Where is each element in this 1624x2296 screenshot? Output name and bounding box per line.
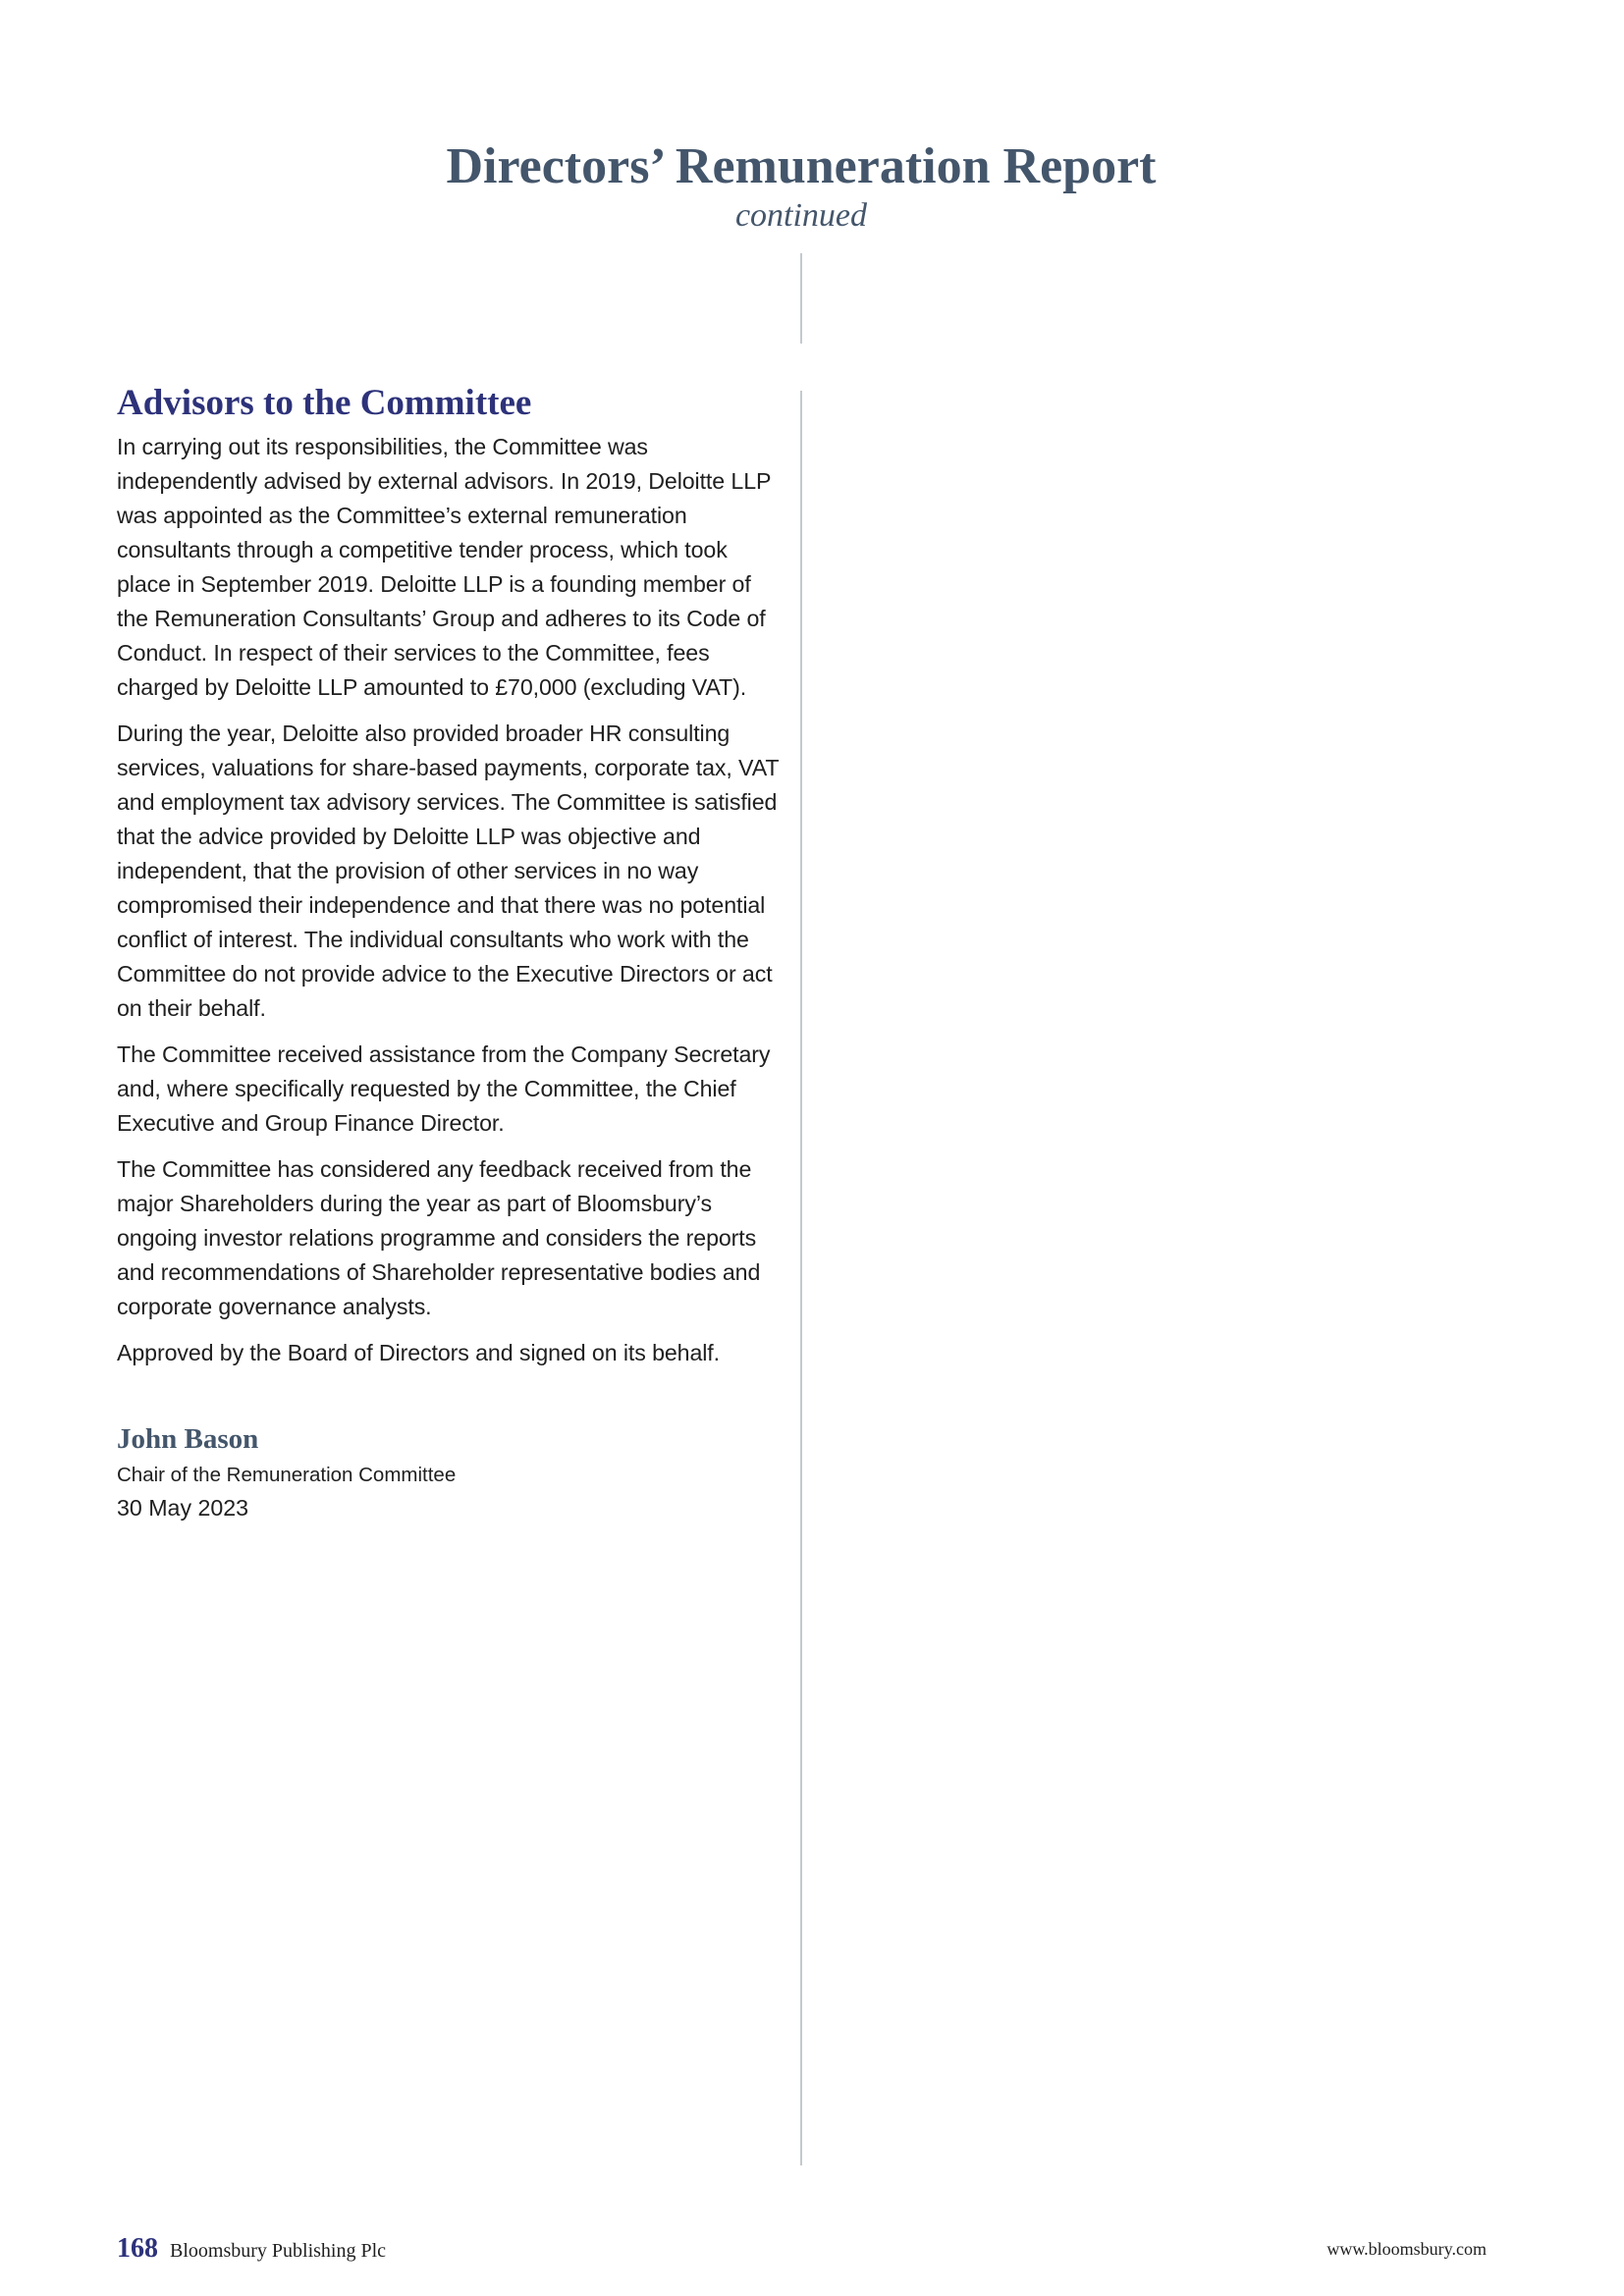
footer-left xyxy=(117,2232,386,2269)
page-title: Directors’ Remuneration Report xyxy=(446,138,1157,194)
paragraph: The Committee has considered any feedback received from the major Shareholders during the year as part of Bloomsbury’s ongoing investor relations programme and considers the reports and recommendations of Shareholder representative bodies and corporate governance analysts. xyxy=(117,1156,761,1319)
column-divider xyxy=(800,391,802,2165)
header-divider xyxy=(800,253,802,344)
signatory-name: John Bason xyxy=(117,1423,259,1455)
page-header xyxy=(0,137,1602,236)
signatory-role: Chair of the Remuneration Committee xyxy=(117,1464,457,1486)
footer-company: Bloomsbury Publishing Plc xyxy=(170,2240,387,2262)
paragraph: Approved by the Board of Directors and signed on its behalf. xyxy=(117,1340,720,1365)
section-heading: Advisors to the Committee xyxy=(117,383,532,423)
main-column xyxy=(117,379,785,1525)
signature-date: 30 May 2023 xyxy=(117,1495,249,1521)
paragraph: During the year, Deloitte also provided broader HR consulting services, valuations for share-based payments, corporate tax, VAT and employment tax advisory services. The Committee is satisfied that the advice provided by Deloitte LLP was objective and independent, that the provision of other services in no way compromised their independence and that there was no potential conflict of interest. The individual consultants who work with the Committee do not provide advice to the Executive Directors or act on their behalf. xyxy=(117,721,779,1021)
page-number: 168 xyxy=(117,2233,158,2264)
page-subtitle: continued xyxy=(734,197,868,234)
paragraph: In carrying out its responsibilities, the Committee was independently advised by external advisors. In 2019, Deloitte LLP was appointed as the Committee’s external remuneration consultants through a competitive tender process, which took place in September 2019. Deloitte LLP is a founding member of the Remuneration Consultants’ Group and adheres to its Code of Conduct. In respect of their services to the Committee, fees charged by Deloitte LLP amounted to £70,000 (excluding VAT). xyxy=(117,434,771,700)
paragraph: The Committee received assistance from the Company Secretary and, where specifically requested by the Committee, the Chief Executive and Group Finance Director. xyxy=(117,1041,771,1136)
footer-website-link[interactable]: www.bloomsbury.com xyxy=(1326,2239,1487,2259)
